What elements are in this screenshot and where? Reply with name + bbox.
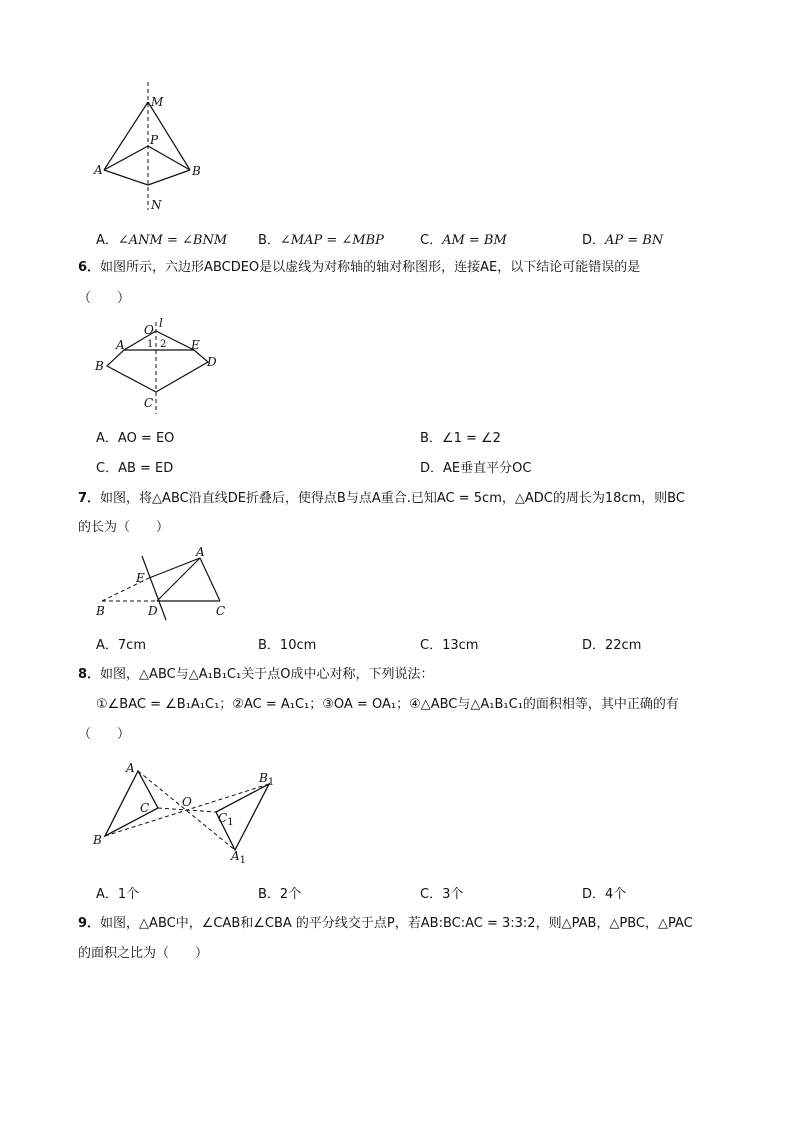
q8-answer-paren: （ ） [78, 727, 131, 742]
q5-label-m: M [151, 95, 164, 109]
q8-option-c[interactable] [420, 883, 463, 902]
label-subscript: 1 [239, 855, 247, 866]
question-number: 6． [78, 260, 101, 275]
label-letter: B [259, 771, 268, 785]
option-key: B． [258, 638, 280, 653]
option-key: D． [582, 638, 606, 653]
q5-label-n: N [151, 198, 162, 212]
question-text: 如图，将△ABC沿直线DE折叠后，使得点B与点A重合.已知AC = 5cm，△ADC的周长为18cm，则BC [100, 491, 685, 506]
q7-stem-line1 [78, 489, 685, 509]
q5-segment-an [104, 170, 148, 185]
option-key: C． [96, 461, 119, 476]
q8-label-c1 [218, 811, 234, 828]
option-text: 1个 [117, 887, 140, 902]
q7-figure [90, 544, 240, 624]
question-number: 9． [78, 916, 101, 931]
q7-label-e: E [136, 571, 145, 585]
q6-answer-paren: （ ） [78, 291, 131, 306]
q6-label-d: D [207, 355, 217, 369]
q6-angle-2: 2 [160, 339, 167, 350]
option-key: C． [420, 887, 443, 902]
q7-stem-line2: 的长为（ ） [78, 520, 170, 535]
q7-segment-ac [200, 558, 220, 601]
option-text: 7cm [117, 638, 146, 653]
q6-label-e: E [191, 338, 200, 352]
question-number: 8． [78, 667, 101, 682]
label-letter: C [218, 811, 228, 825]
q8-label-o: O [182, 795, 192, 809]
q6-stem [78, 258, 640, 278]
q7-label-a: A [196, 545, 205, 559]
option-key: D． [582, 233, 606, 248]
q5-segment-bp [148, 146, 190, 170]
option-text: ∠1 = ∠2 [441, 431, 501, 446]
option-text: ∠MAP = ∠MBP [279, 233, 384, 248]
q6-option-b[interactable] [420, 427, 501, 446]
option-text: 3个 [442, 887, 464, 902]
option-text: AM = BM [442, 233, 507, 248]
question-number: 7． [78, 491, 101, 506]
option-text: 22cm [605, 638, 642, 653]
label-subscript: 1 [267, 777, 275, 788]
option-text: 10cm [279, 638, 317, 653]
q8-label-a1 [230, 849, 246, 866]
option-text: AP = BN [605, 233, 664, 248]
q6-label-a: A [116, 338, 125, 352]
q9-stem-line2: 的面积之比为（ ） [78, 946, 209, 961]
option-key: B． [258, 233, 280, 248]
q5-option-b[interactable] [258, 229, 384, 248]
option-key: B． [258, 887, 280, 902]
q7-segment-ad [157, 558, 200, 601]
option-text: 4个 [605, 887, 627, 902]
q6-label-o: O [144, 323, 154, 337]
question-text: 如图所示，六边形ABCDEO是以虚线为对称轴的轴对称图形，连接AE，以下结论可能错误的是 [100, 260, 641, 275]
q7-option-a[interactable] [96, 634, 146, 653]
q8-label-a: A [126, 761, 135, 775]
question-text: 如图，△ABC中，∠CAB和∠CBA 的平分线交于点P，若AB:BC:AC = 3:3:2，则△PAB，△PBC，△PAC [100, 916, 693, 931]
q6-option-a[interactable] [96, 427, 174, 446]
q8-label-c: C [140, 801, 150, 815]
option-key: D． [582, 887, 606, 902]
q6-label-b: B [95, 359, 104, 373]
option-key: D． [420, 461, 444, 476]
q6-label-l: l [159, 316, 163, 330]
option-text: AB = ED [118, 461, 174, 476]
q8-statements: ①∠BAC = ∠B₁A₁C₁；②AC = A₁C₁；③OA = OA₁；④△ABC与△A₁B₁C₁的面积相等，其中正确的有 [96, 697, 679, 712]
option-text: 13cm [442, 638, 479, 653]
q7-segment-ea [149, 558, 200, 578]
q5-option-d[interactable] [582, 229, 663, 248]
q5-label-b: B [192, 164, 201, 178]
q5-option-c[interactable] [420, 229, 507, 248]
q6-option-c[interactable] [96, 457, 173, 476]
q9-stem-line1 [78, 914, 693, 934]
option-key: A． [96, 431, 118, 446]
q5-segment-am [104, 102, 148, 170]
q5-segment-ap [104, 146, 148, 170]
q7-label-d: D [148, 604, 158, 618]
q8-label-b: B [93, 833, 102, 847]
option-text: ∠ANM = ∠BNM [117, 233, 228, 248]
q5-segment-bn [148, 170, 190, 185]
label-subscript: 1 [227, 817, 234, 828]
q8-stem [78, 665, 433, 685]
q6-angle-1: 1 [147, 339, 154, 350]
option-key: C． [420, 233, 443, 248]
q7-label-c: C [216, 604, 226, 618]
q7-label-b: B [96, 604, 105, 618]
q6-option-d[interactable] [420, 457, 531, 476]
question-text: 如图，△ABC与△A₁B₁C₁关于点O成中心对称，下列说法： [100, 667, 434, 682]
q5-figure [90, 78, 220, 218]
option-key: A． [96, 638, 118, 653]
option-key: C． [420, 638, 443, 653]
q5-label-a: A [94, 163, 103, 177]
option-key: A． [96, 887, 118, 902]
q7-option-b[interactable] [258, 634, 316, 653]
q8-figure [88, 756, 288, 866]
option-text: AE垂直平分OC [443, 461, 532, 476]
option-text: AO = EO [117, 431, 175, 446]
label-letter: A [231, 849, 240, 863]
q7-option-c[interactable] [420, 634, 478, 653]
q5-label-p: P [150, 133, 159, 147]
option-text: 2个 [279, 887, 302, 902]
option-key: A． [96, 233, 118, 248]
q8-option-d[interactable] [582, 883, 626, 902]
q6-label-c: C [144, 396, 154, 410]
option-key: B． [420, 431, 442, 446]
q8-option-a[interactable] [96, 883, 139, 902]
q7-option-d[interactable] [582, 634, 641, 653]
q6-figure [90, 316, 230, 416]
q5-option-a[interactable] [96, 229, 227, 248]
q8-option-b[interactable] [258, 883, 301, 902]
